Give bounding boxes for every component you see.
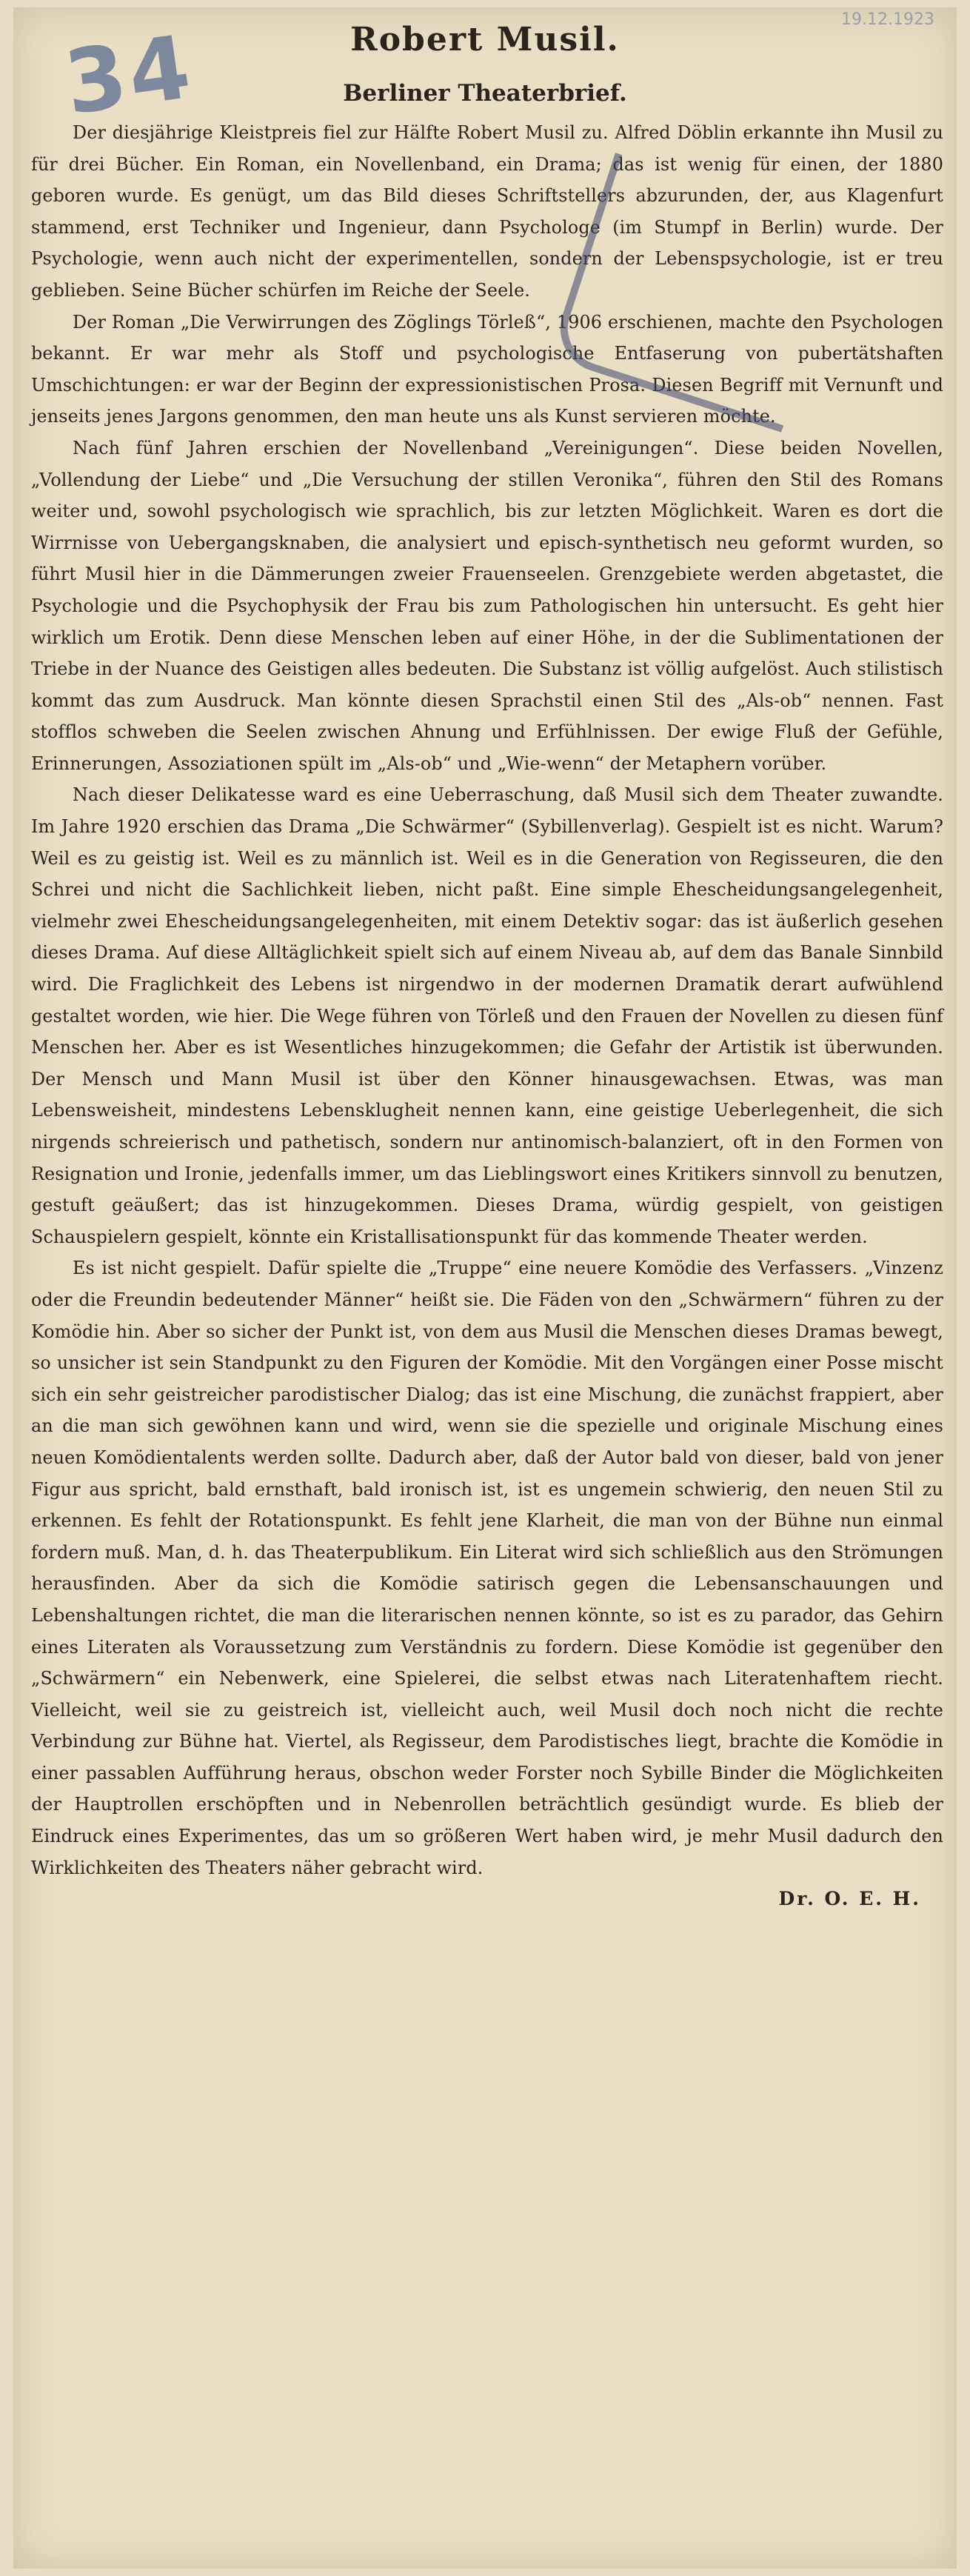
- paragraph-3: Nach fünf Jahren erschien der Novellenband „Vereinigungen“. Diese beiden Novellen, „Vollendung der Liebe“ und „Die Versuchung der stillen Veronika“, führen den Stil des Romans weiter und, sowohl psychologisch wie sprachlich, bis zur letzten Möglichkeit. Waren es dort die Wirrnisse von Uebergangsknaben, die analysiert und episch-synthetisch neu geformt wurden, so führt Musil hier in die Dämmerungen zweier Frauenseelen. Grenzgebiete werden abgetastet, die Psychologie und die Psychophysik der Frau bis zum Pathologischen hin untersucht. Es geht hier wirklich um Erotik. Denn diese Menschen leben auf einer Höhe, in der die Sublimentationen der Triebe in der Nuance des Geistigen alles bedeuten. Die Substanz ist völlig aufgelöst. Auch stilistisch kommt das zum Ausdruck. Man könnte diesen Sprachstil einen Stil des „Als-ob“ nennen. Fast stofflos schweben die Seelen zwischen Ahnung und Erfühlnissen. Der ewige Fluß der Gefühle, Erinnerungen, Assoziationen spült im „Als-ob“ und „Wie-wenn“ der Metaphern vorüber.: [31, 437, 943, 774]
- article-subheading: Berliner Theaterbrief.: [343, 80, 627, 107]
- handwritten-archive-number: 34: [58, 15, 199, 135]
- article-body: [13, 117, 957, 1915]
- paragraph-4: Nach dieser Delikatesse ward es eine Ueberraschung, daß Musil sich dem Theater zuwandte. Im Jahre 1920 erschien das Drama „Die Schwärmer“ (Sybillenverlag). Gespielt ist es nicht. Warum? Weil es zu geistig ist. Weil es zu männlich ist. Weil es in die Generation von Regisseuren, die den Schrei und nicht die Sachlichkeit lieben, nicht paßt. Eine simple Ehescheidungsangelegenheit, vielmehr zwei Ehescheidungsangelegenheiten, mit einem Detektiv sogar: das ist äußerlich gesehen dieses Drama. Auf diese Alltäglichkeit spielt sich auf einem Niveau ab, auf dem das Banale Sinnbild wird. Die Fraglichkeit des Lebens ist nirgendwo in der modernen Dramatik derart aufwühlend gestaltet worden, wie hier. Die Wege führen von Törleß und den Frauen der Novellen zu diesen fünf Menschen her. Aber es ist Wesentliches hinzugekommen; die Gefahr der Artistik ist überwunden. Der Mensch und Mann Musil ist über den Könner hinausgewachsen. Etwas, was man Lebensweisheit, mindestens Lebensklugheit nennen kann, eine geistige Ueberlegenheit, die sich nirgends schreierisch und pathetisch, sondern nur antinomisch-balanziert, oft in den Formen von Resignation und Ironie, jedenfalls immer, um das Lieblingswort eines Kritikers sinnvoll zu benutzen, gestuft geäußert; das ist hinzugekommen. Dieses Drama, würdig gespielt, von geistigen Schauspielern gespielt, könnte ein Kristallisationspunkt für das kommende Theater werden.: [31, 784, 943, 1247]
- author-signature: Dr. O. E. H.: [778, 1888, 921, 1910]
- article-headline: Robert Musil.: [350, 21, 620, 59]
- paragraph-5: Es ist nicht gespielt. Dafür spielte die „Truppe“ eine neuere Komödie des Verfassers. „Vinzenz oder die Freundin bedeutender Männer“ heißt sie. Die Fäden von den „Schwärmern“ führen zu der Komödie hin. Aber so sicher der Punkt ist, von dem aus Musil die Menschen dieses Dramas bewegt, so unsicher ist sein Standpunkt zu den Figuren der Komödie. Mit den Vorgängen einer Posse mischt sich ein sehr geistreicher parodistischer Dialog; das ist eine Mischung, die zunächst frappiert, aber an die man sich gewöhnen kann und wird, wenn sie die spezielle und originale Mischung eines neuen Komödientalents werden sollte. Dadurch aber, daß der Autor bald von dieser, bald von jener Figur aus spricht, bald ernsthaft, bald ironisch ist, ist es ungemein schwierig, den neuen Stil zu erkennen. Es fehlt der Rotationspunkt. Es fehlt jene Klarheit, die man von der Bühne nun einmal fordern muß. Man, d. h. das Theaterpublikum. Ein Literat wird sich schließlich aus den Strömungen herausfinden. Aber da sich die Komödie satirisch gegen die Lebensanschauungen und Lebenshaltungen richtet, die man die literarischen nennen könnte, so ist es zu parador, das Gehirn eines Literaten als Voraussetzung zum Verständnis zu fordern. Diese Komödie ist gegenüber den „Schwärmern“ ein Nebenwerk, eine Spielerei, die selbst etwas nach Literatenhaftem riecht. Vielleicht, weil sie zu geistreich ist, vielleicht auch, weil Musil doch noch nicht die rechte Verbindung zur Bühne hat. Viertel, als Regisseur, dem Parodistisches liegt, brachte die Komödie in einer passablen Aufführung heraus, obschon weder Forster noch Sybille Binder die Möglichkeiten der Hauptrollen erschöpften und in Nebenrollen beträchtlich gesündigt wurde. Es blieb der Eindruck eines Experimentes, das um so größeren Wert haben wird, je mehr Musil dadurch den Wirklichkeiten des Theaters näher gebracht wird.: [31, 1258, 943, 1878]
- handwritten-date: 19.12.1923: [841, 10, 934, 29]
- paragraph-1: Der diesjährige Kleistpreis fiel zur Hälfte Robert Musil zu. Alfred Döblin erkannte ihn Musil zu für drei Bücher. Ein Roman, ein Novellenband, ein Drama; das ist wenig für einen, der 1880 geboren wurde. Es genügt, um das Bild dieses Schriftstellers abzurunden, der, aus Klagenfurt stammend, erst Techniker und Ingenieur, dann Psychologe (im Stumpf in Berlin) wurde. Der Psychologie, wenn auch nicht der experimentellen, sondern der Lebenspsychologie, ist er treu geblieben. Seine Bücher schürfen im Reiche der Seele.: [31, 122, 943, 301]
- paragraph-2: Der Roman „Die Verwirrungen des Zöglings Törleß“, 1906 erschienen, machte den Psychologen bekannt. Er war mehr als Stoff und psychologische Entfaserung von pubertätshaften Umschichtungen: er war der Beginn der expressionistischen Prosa. Diesen Begriff mit Vernunft und jenseits jenes Jargons genommen, den man heute uns als Kunst servieren möchte.: [31, 311, 943, 427]
- newspaper-clipping: [13, 7, 957, 2569]
